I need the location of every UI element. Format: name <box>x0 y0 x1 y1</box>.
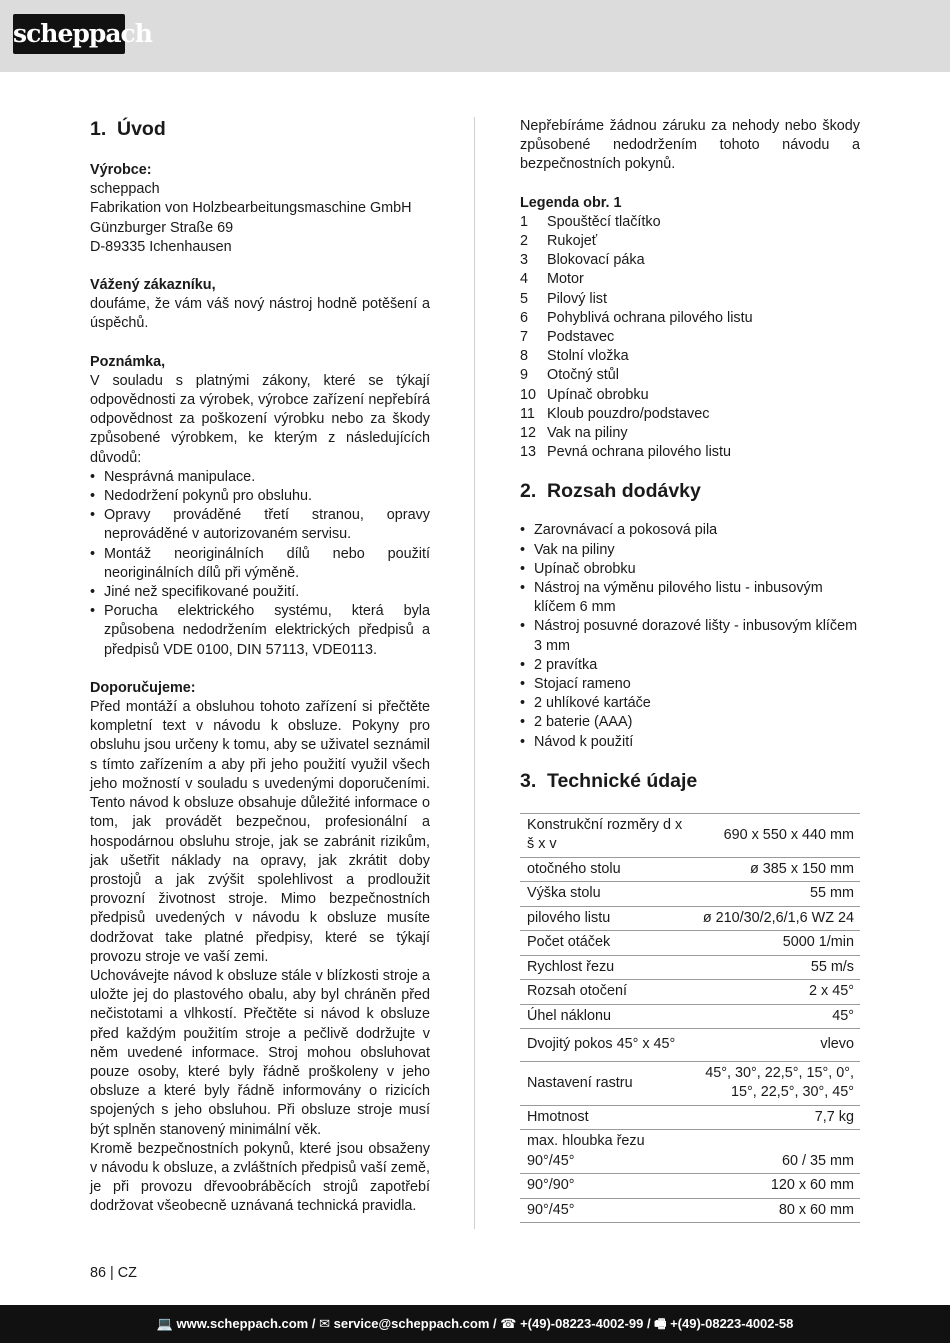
note-text: V souladu s platnými zákony, které se týkají odpovědnosti za výrobek, výrobce zařízení nepřebírá odpovědnost za poškození výrobku nebo za škody způsobené výrobkem, ke kterým z následujících důvodů: <box>90 372 430 466</box>
list-item: • Stojací rameno <box>520 675 860 694</box>
legend-item: 5 Pilový list <box>520 290 607 307</box>
legend-item: 10 Upínač obrobku <box>520 386 649 403</box>
table-row: Výška stolu 55 mm <box>520 882 860 907</box>
column-divider <box>474 117 475 1229</box>
recommend-paragraph: Uchovávejte návod k obsluze stále v blízkosti stroje a uložte jej do plastového obalu, aby byl chráněn před nečistotami a vlhkostí. Přečtěte si návod k obsluze před každým použitím stroje a pečlivě dodržujte v něm uvedené informace. Stroj mohou obsluhovat pouze osoby, které byly řádně proškoleny v jeho obsluze a které byly řádně informovány o rizicích spojených s jeho obsluhou. Při obsluze stroje musí být splněn stanovený minimální věk. <box>90 967 430 1138</box>
section-3-heading: 3. Technické údaje <box>520 769 698 792</box>
table-row: Hmotnost 7,7 kg <box>520 1105 860 1130</box>
page-header <box>0 0 950 72</box>
phone-icon: ☎ <box>500 1316 517 1331</box>
legend-item: 8 Stolní vložka <box>520 348 629 365</box>
manufacturer-label: Výrobce: <box>90 162 152 178</box>
legend-item: 9 Otočný stůl <box>520 367 619 384</box>
list-item: • Návod k použití <box>520 733 860 752</box>
right-column <box>520 117 860 1223</box>
list-item: • 2 pravítka <box>520 656 860 675</box>
spec-table <box>520 813 860 1224</box>
table-row: Nastavení rastru 45°, 30°, 22,5°, 15°, 0°, 15°, 22,5°, 30°, 45° <box>520 1061 860 1105</box>
list-item: • 2 uhlíkové kartáče <box>520 694 860 713</box>
computer-icon: 💻 <box>156 1316 173 1331</box>
legend-item: 13 Pevná ochrana pilového listu <box>520 444 732 461</box>
note-list <box>90 468 430 660</box>
list-item: • Porucha elektrického systému, která byla způsobena nedodržením elektrických předpisů a předpisů VDE 0100, DIN 57113, VDE0113. <box>90 602 430 660</box>
list-item: • Jiné než specifikované použití. <box>90 583 430 602</box>
footer-fax: +(49)-08223-4002-58 <box>670 1316 794 1331</box>
list-item: • Opravy prováděné třetí stranou, opravy neprováděné v autorizovaném servisu. <box>90 506 430 544</box>
delivery-list <box>520 521 860 751</box>
legend-item: 11 Kloub pouzdro/podstavec <box>520 405 710 422</box>
table-row: Rozsah otočení 2 x 45° <box>520 980 860 1005</box>
page-footer: 💻 www.scheppach.com / ✉ service@scheppach.com / ☎ +(49)-08223-4002-99 / 🖷 +(49)-08223-4002-58 <box>0 1305 950 1343</box>
legend-list <box>520 213 860 463</box>
recommend-paragraph: Kromě bezpečnostních pokynů, které jsou obsaženy v návodu k obsluze, a zvláštních předpisů vaší země, je při provozu dřevoobráběcích strojů zapotřebí dodržovat všeobecně uznávaná technická pravidla. <box>90 1140 430 1215</box>
legend-item: 6 Pohyblivá ochrana pilového listu <box>520 309 753 326</box>
table-row: Počet otáček 5000 1/min <box>520 931 860 956</box>
list-item: • Upínač obrobku <box>520 560 860 579</box>
section-2-heading: 2. Rozsah dodávky <box>520 480 701 503</box>
list-item: • 2 baterie (AAA) <box>520 713 860 732</box>
list-item: • Vak na piliny <box>520 541 860 560</box>
legend-item: 12 Vak na piliny <box>520 425 628 442</box>
recommend-label: Doporučujeme: <box>90 679 196 696</box>
note-label: Poznámka, <box>90 353 166 370</box>
table-row: Dvojitý pokos 45° x 45° vlevo <box>520 1029 860 1062</box>
left-column <box>90 117 430 1217</box>
table-row: Úhel náklonu 45° <box>520 1004 860 1029</box>
list-item: • Nástroj na výměnu pilového listu - inbusovým klíčem 6 mm <box>520 579 860 617</box>
list-item: • Nesprávná manipulace. <box>90 468 430 487</box>
manufacturer-address: scheppach Fabrikation von Holzbearbeitungsmaschine GmbH Günzburger Straße 69 D-89335 Ichenhausen <box>90 181 412 255</box>
table-row: Rychlost řezu 55 m/s <box>520 955 860 980</box>
table-row: pilového listu ø 210/30/2,6/1,6 WZ 24 <box>520 906 860 931</box>
page-number: 86 | CZ <box>90 1265 137 1281</box>
footer-website: www.scheppach.com <box>176 1316 309 1331</box>
legend-item: 1 Spouštěcí tlačítko <box>520 213 661 230</box>
greeting-label: Vážený zákazníku, <box>90 277 216 294</box>
table-row: Konstrukční rozměry d x š x v 690 x 550 x 440 mm <box>520 813 860 857</box>
greeting-text: doufáme, že vám váš nový nástroj hodně potěšení a úspěchů. <box>90 296 430 332</box>
legend-item: 4 Motor <box>520 271 584 288</box>
envelope-icon: ✉ <box>319 1316 330 1331</box>
table-row: otočného stolu ø 385 x 150 mm <box>520 857 860 882</box>
legend-item: 3 Blokovací páka <box>520 252 645 269</box>
legend-item: 2 Rukojeť <box>520 233 598 250</box>
table-row: 90°/45° 80 x 60 mm <box>520 1198 860 1223</box>
disclaimer-text: Nepřebíráme žádnou záruku za nehody nebo škody způsobené nedodržením tohoto návodu a bezpečnostních pokynů. <box>520 118 860 173</box>
table-row: max. hloubka řezu 90°/45° 60 / 35 mm <box>520 1130 860 1174</box>
list-item: • Montáž neoriginálních dílů nebo použití neoriginálních dílů při výměně. <box>90 545 430 583</box>
list-item: • Nedodržení pokynů pro obsluhu. <box>90 487 430 506</box>
table-row: 90°/90° 120 x 60 mm <box>520 1174 860 1199</box>
list-item: • Nástroj posuvné dorazové lišty - inbusovým klíčem 3 mm <box>520 617 860 655</box>
legend-title: Legenda obr. 1 <box>520 194 622 211</box>
footer-phone: +(49)-08223-4002-99 <box>520 1316 644 1331</box>
legend-item: 7 Podstavec <box>520 329 615 346</box>
brand-logo: scheppach <box>13 14 125 54</box>
list-item: • Zarovnávací a pokosová pila <box>520 521 860 540</box>
footer-email: service@scheppach.com <box>333 1316 490 1331</box>
section-1-heading: 1. Úvod <box>90 118 166 140</box>
recommend-paragraph: Před montáží a obsluhou tohoto zařízení si přečtěte kompletní text v návodu k obsluze. Pokyny pro obsluhu jsou určeny k tomu, aby se uživatel seznámil s tímto zařízením a aby při jeho použití využil všech jeho možností v souladu s uvedenými doporučeními. Tento návod k obsluze obsahuje důležité informace o tom, jak provádět bezpečnou, profesionální a hospodárnou obsluhu stroje, jak se zabránit rizikům, jak ušetřit náklady na opravy, jak zkrátit doby prostojů a jak zvýšit spolehlivost a prodloužit provozní životnost stroje. Mimo bezpečnostních předpisů uvedených v návodu k obsluze musíte dodržovat take platné předpisy, které se týkají provozu stroje ve vaší zemi. <box>90 699 430 965</box>
fax-icon: 🖷 <box>654 1316 667 1331</box>
